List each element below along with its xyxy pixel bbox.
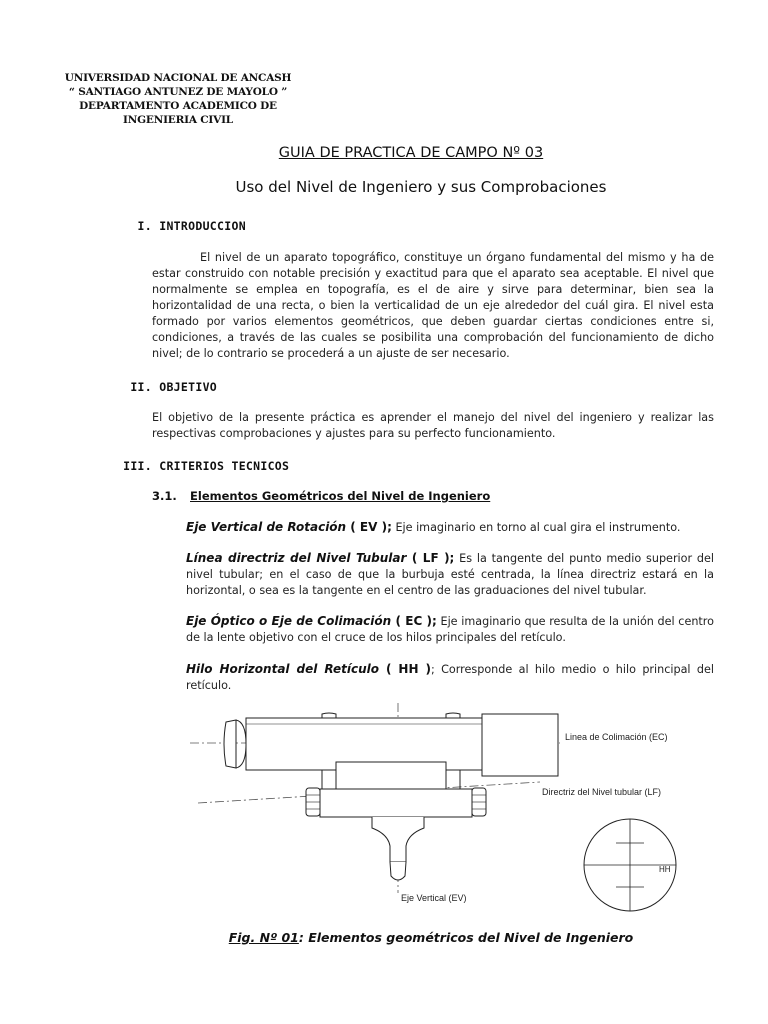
- section-heading-criterios: [118, 459, 289, 473]
- definition-text: Eje imaginario que resulta de la unión del centro de la lente objetivo con el cruce de los hilos principales del retículo.: [186, 615, 715, 644]
- definition-term: Línea directriz del Nivel Tubular: [186, 551, 407, 565]
- intro-paragraph: El nivel de un aparato topográfico, constituye un órgano fundamental del mismo y ha de estar construido con notable precisión y exactitud para que el aparato sea aceptable. El nivel que normalmente se emplea en topografía, es el de aire y sirve para determinar, bien sea la horizontalidad de una recta, o bien la verticalidad de un eje alrededor del cuál gira. El nivel esta formado por varios elementos geométricos, que deben guardar ciertas condiciones entre si, condiciones, a través de las cuales se posibilita una comprobación del funcionamiento de dicho nivel; de lo contrario se procederá a un ajuste de ser necesario.: [152, 251, 714, 360]
- university-line: DEPARTAMENTO ACADEMICO DE: [79, 100, 277, 112]
- section-label: OBJETIVO: [159, 380, 218, 394]
- tubular-level-vial: [336, 762, 446, 789]
- section-heading-objetivo: [118, 380, 217, 394]
- base-plate: [320, 789, 472, 817]
- label-reticle-hh: HH: [659, 865, 671, 874]
- university-line: “ SANTIAGO ANTUNEZ DE MAYOLO ”: [68, 86, 288, 98]
- definition-ec: [186, 613, 714, 646]
- subsection-label: Elementos Geométricos del Nivel de Ingeniero: [190, 489, 491, 503]
- section-label: CRITERIOS TECNICOS: [159, 459, 290, 473]
- eyepiece-ring: [236, 720, 246, 768]
- objective-paragraph: El objetivo de la presente práctica es aprender el manejo del nivel del ingeniero y realizar las respectivas comprobaciones y ajustes para su perfecto funcionamiento.: [152, 411, 714, 440]
- definition-hh: [186, 661, 714, 694]
- section-number: III.: [123, 459, 152, 473]
- university-line: UNIVERSIDAD NACIONAL DE ANCASH: [64, 72, 292, 84]
- definition-abbr: ( LF );: [406, 551, 455, 565]
- definition-text: Eje imaginario en torno al cual gira el instrumento.: [391, 521, 681, 534]
- spindle-body: [372, 817, 424, 862]
- definition-text: ; Corresponde al hilo medio o hilo principal del retículo.: [186, 663, 714, 692]
- tube-support-left: [322, 770, 336, 789]
- section-heading-introduccion: [118, 219, 246, 233]
- tube-support-right: [446, 770, 460, 789]
- caption-number: Fig. Nº 01: [228, 930, 299, 945]
- university-line: INGENIERIA CIVIL: [123, 114, 233, 126]
- spindle-tip: [390, 862, 406, 880]
- caption-text: : Elementos geométricos del Nivel de Ingeniero: [298, 930, 634, 945]
- section-number: I.: [137, 219, 152, 233]
- document-subtitle: Uso del Nivel de Ingeniero y sus Comprobaciones: [235, 178, 607, 196]
- definition-abbr: ( EV );: [346, 520, 392, 534]
- definition-term: Hilo Horizontal del Retículo: [186, 662, 379, 676]
- university-header: [60, 71, 296, 127]
- definition-text: Es la tangente del punto medio superior del nivel tubular; en el caso de que la burbuja esté centrada, la línea directriz estará en la horizontal, o sea es la tangente en el centro de las graduaciones del nivel tubular.: [186, 552, 715, 597]
- definition-abbr: ( HH ): [378, 662, 431, 676]
- objective-housing: [482, 714, 558, 776]
- definition-abbr: ( EC );: [391, 614, 437, 628]
- section-label: INTRODUCCION: [159, 219, 246, 233]
- label-collimation: Linea de Colimación (EC): [565, 732, 668, 742]
- document-title: GUIA DE PRACTICA DE CAMPO Nº 03: [278, 145, 544, 161]
- label-vertical-axis: Eje Vertical (EV): [401, 893, 467, 903]
- definition-ev: [186, 519, 714, 536]
- level-instrument-diagram: [186, 695, 714, 925]
- definition-term: Eje Óptico o Eje de Colimación: [186, 614, 392, 628]
- label-directrix: Directriz del Nivel tubular (LF): [542, 787, 662, 797]
- eyepiece-shape: [224, 720, 236, 768]
- section-number: II.: [130, 380, 152, 394]
- figure-caption: [0, 930, 768, 945]
- subsection-heading: [152, 489, 490, 503]
- definition-lf: [186, 550, 714, 599]
- subsection-number: 3.1.: [152, 489, 177, 503]
- definition-term: Eje Vertical de Rotación: [186, 520, 347, 534]
